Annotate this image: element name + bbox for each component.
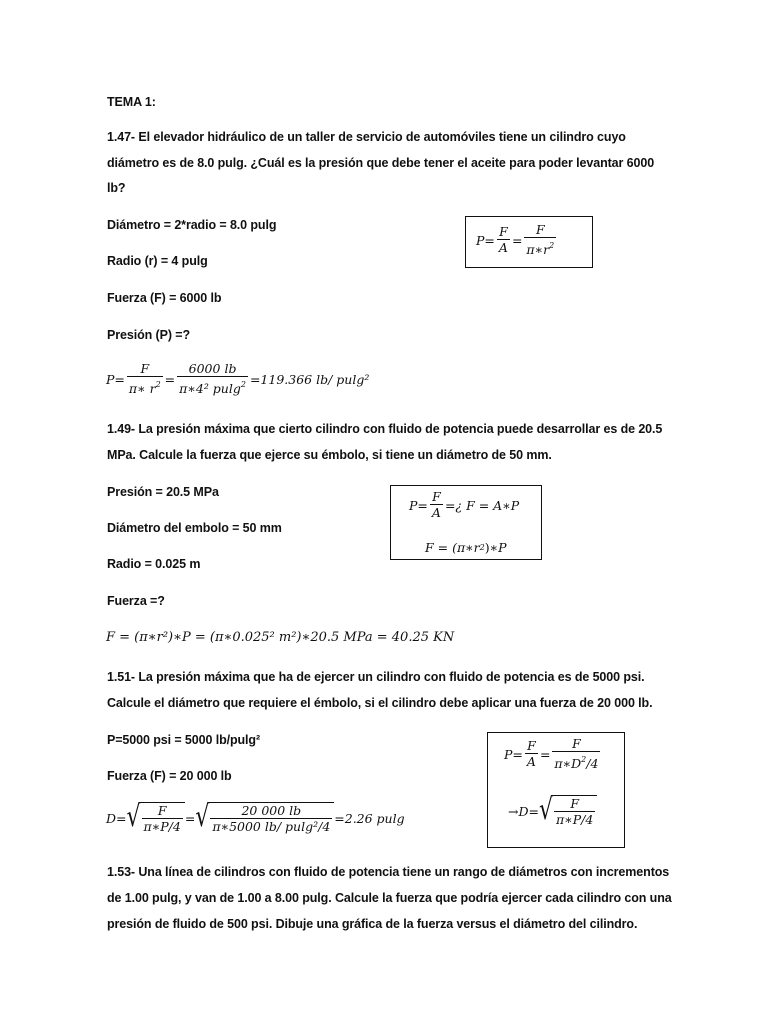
presion-unknown: Presión (P) =? — [107, 328, 190, 342]
formula-pressure-area: P = $\frac{F}{A}$ = $\frac{F}{\pi∗r^2}$ — [476, 222, 555, 257]
section-title: TEMA 1: — [107, 95, 156, 109]
formula-force-relation: P = $\frac{F}{A}$ =¿ F = A∗P — [409, 489, 520, 520]
solution-1-51: D = √ $\frac{F}{\pi∗P/4}$ = √ $\frac{20 000 lb}{\text{π∗5000 lb/ pulg²/4}}$ =2.26 pulg — [106, 800, 405, 835]
solution-1-47: P = $\frac{F}{\pi∗ r^2}$ = $\frac{6000 lb}{\pi∗4^2 pulg^2}$ =119.366 lb/ pulg² — [106, 361, 370, 396]
solution-1-49: F = (π∗r²)∗P = (π∗0.025² m²)∗20.5 MPa = 40.25 KN — [106, 630, 455, 645]
fuerza-unknown: Fuerza =? — [107, 594, 165, 608]
formula-force-area: F = (π∗r 2 )∗ P — [425, 540, 507, 555]
problem-1-51-line-2: Calcule el diámetro que requiere el émbolo, si el cilindro debe aplicar una fuerza de 20 000 lb. — [107, 696, 653, 710]
presion-value: Presión = 20.5 MPa — [107, 485, 219, 499]
problem-1-53-line-3: presión de fluido de 500 psi. Dibuje una gráfica de la fuerza versus el diámetro del cilindro. — [107, 917, 638, 931]
problem-1-53-line-2: de 1.00 pulg, y van de 1.00 a 8.00 pulg. Calcule la fuerza que podría ejercer cada cilindro con una — [107, 891, 672, 905]
radio-value-2: Radio = 0.025 m — [107, 557, 201, 571]
solution-1-51-denominator: π∗5000 lb/ pulg²/4 — [212, 819, 331, 834]
solution-1-51-numerator: 20 000 lb — [241, 803, 302, 818]
diametro-embolo-value: Diámetro del embolo = 50 mm — [107, 521, 282, 535]
formula-box-1-47 — [465, 216, 593, 268]
radio-value: Radio (r) = 4 pulg — [107, 254, 208, 268]
presion-psi-value: P=5000 psi = 5000 lb/pulg² — [107, 733, 261, 747]
formula-pressure-diameter: P = $\frac{F}{A}$ = $\frac{F}{\pi∗D^2/4}$ — [504, 736, 599, 771]
problem-1-49-line-1: 1.49- La presión máxima que cierto cilindro con fluido de potencia puede desarrollar es de 20.5 — [107, 422, 663, 436]
diametro-value: Diámetro = 2*radio = 8.0 pulg — [107, 218, 277, 232]
solution-1-47-result: =119.366 lb/ pulg² — [249, 371, 370, 387]
problem-1-47-line-1: 1.47- El elevador hidráulico de un taller de servicio de automóviles tiene un cilindro cuyo — [107, 130, 626, 144]
formula-force-area-text: F = (π∗r — [425, 540, 480, 555]
problem-1-49-line-2: MPa. Calcule la fuerza que ejerce su émbolo, si tiene un diámetro de 50 mm. — [107, 448, 552, 462]
problem-1-51-line-1: 1.51- La presión máxima que ha de ejercer un cilindro con fluido de potencia es de 5000 psi. — [107, 670, 645, 684]
solution-1-47-denominator: π∗4² pulg — [179, 381, 241, 396]
fuerza-value: Fuerza (F) = 6000 lb — [107, 291, 222, 305]
formula-diameter: → D = √ $\frac{F}{\pi∗P/4}$ — [508, 795, 597, 827]
solution-1-51-result: =2.26 pulg — [334, 810, 405, 826]
solution-1-47-numerator: 6000 lb — [188, 361, 237, 376]
formula-force-relation-rest: =¿ F = A∗P — [444, 497, 520, 513]
formula-box-1-49 — [390, 485, 542, 560]
formula-box-1-51 — [487, 732, 625, 848]
fuerza-value-2: Fuerza (F) = 20 000 lb — [107, 769, 232, 783]
problem-1-53-line-1: 1.53- Una línea de cilindros con fluido de potencia tiene un rango de diámetros con incrementos — [107, 865, 670, 879]
problem-1-47-line-3: lb? — [107, 181, 126, 195]
problem-1-47-line-2: diámetro es de 8.0 pulg. ¿Cuál es la presión que debe tener el aceite para poder levantar 6000 — [107, 156, 655, 170]
